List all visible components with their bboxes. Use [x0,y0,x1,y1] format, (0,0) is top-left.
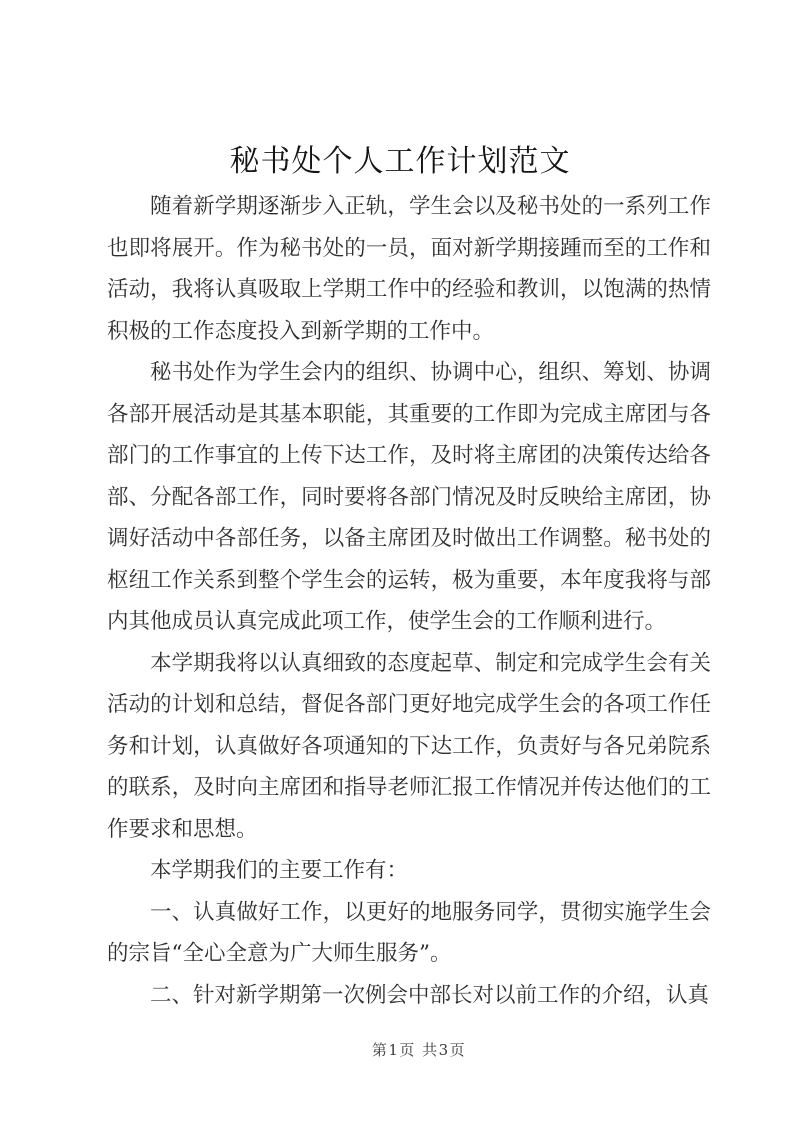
paragraph-intro: 随着新学期逐渐步入正轨，学生会以及秘书处的一系列工作也即将展开。作为秘书处的一员，面对新学期接踵而至的工作和活动，我将认真吸取上学期工作中的经验和教训，以饱满的热情积极的工作态度投入到新学期的工作中。 [107,194,711,344]
document-title: 秘书处个人工作计划范文 [229,144,571,179]
document-body [107,186,711,1016]
paragraph-item-two-truncated: 二、针对新学期第一次例会中部长对以前工作的介绍，认真 [150,982,710,1008]
paragraph-item-one: 一、认真做好工作，以更好的地服务同学，贯彻实施学生会的宗旨“全心全意为广大师生服务”。 [107,899,711,966]
paragraph-secretariat-role: 秘书处作为学生会内的组织、协调中心，组织、筹划、协调各部开展活动是其基本职能，其重要的工作即为完成主席团与各部门的工作事宜的上传下达工作，及时将主席团的决策传达给各部、分配各部工作，同时要将各部门情况及时反映给主席团，协调好活动中各部任务，以备主席团及时做出工作调整。秘书处的枢纽工作关系到整个学生会的运转，极为重要，本年度我将与部内其他成员认真完成此项工作，使学生会的工作顺利进行。 [107,360,711,634]
paragraph-semester-duties: 本学期我将以认真细致的态度起草、制定和完成学生会有关活动的计划和总结，督促各部门更好地完成学生会的各项工作任务和计划，认真做好各项通知的下达工作，负责好与各兄弟院系的联系，及时向主席团和指导老师汇报工作情况并传达他们的工作要求和思想。 [107,650,711,842]
page-number-indicator: 第1页 共3页 [371,1041,467,1059]
paragraph-main-work-heading: 本学期我们的主要工作有： [150,858,409,883]
page-footer [0,1041,800,1059]
